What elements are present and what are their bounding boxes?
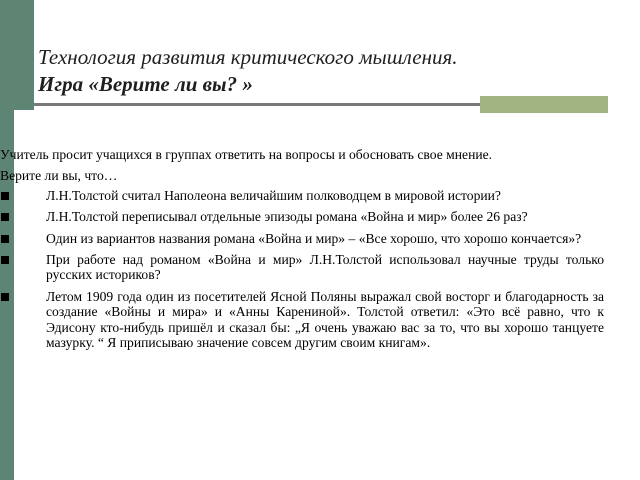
lead-question: Верите ли вы, что… (0, 168, 118, 184)
square-bullet-icon (1, 235, 9, 243)
square-bullet-icon (1, 192, 9, 200)
list-item-text: Летом 1909 года один из посетителей Ясной Поляны выражал свой восторг и благодарность за создание «Войны и мира» и «Анны Карениной». Толстой ответил: «Это всё равно, что к Эдисону кто-нибудь пришёл и сказал бы: „Я очень уважаю вас за то, что вы хорошо танцуете мазурку. “ Я приписываю значение совсем другим своим книгам». (46, 288, 604, 351)
square-bullet-icon (1, 293, 9, 301)
intro-text: Учитель просит учащихся в группах ответить на вопросы и обосновать свое мнение. (0, 147, 493, 162)
slide-title (38, 44, 618, 98)
title-line-2: Игра «Верите ли вы? » (38, 72, 253, 96)
list-item-text: Один из вариантов названия романа «Война и мир» – «Все хорошо, что хорошо кончается»? (46, 230, 582, 246)
divider-accent-bar (480, 96, 608, 113)
list-item-text: При работе над романом «Война и мир» Л.Н.Толстой использовал научные труды только русских историков? (46, 252, 604, 283)
slide-body (0, 147, 604, 356)
square-bullet-icon (1, 213, 9, 221)
list-item (0, 231, 604, 246)
list-item (0, 209, 604, 224)
title-line-1: Технология развития критического мышления. (38, 45, 458, 69)
list-item (0, 252, 604, 283)
list-item (0, 188, 604, 203)
statement-list (0, 188, 604, 351)
list-item (0, 289, 604, 351)
square-bullet-icon (1, 256, 9, 264)
list-item-text: Л.Н.Толстой считал Наполеона величайшим полководцем в мировой истории? (46, 187, 501, 203)
list-item-text: Л.Н.Толстой переписывал отдельные эпизоды романа «Война и мир» более 26 раз? (46, 209, 528, 225)
title-accent-block (14, 0, 34, 110)
